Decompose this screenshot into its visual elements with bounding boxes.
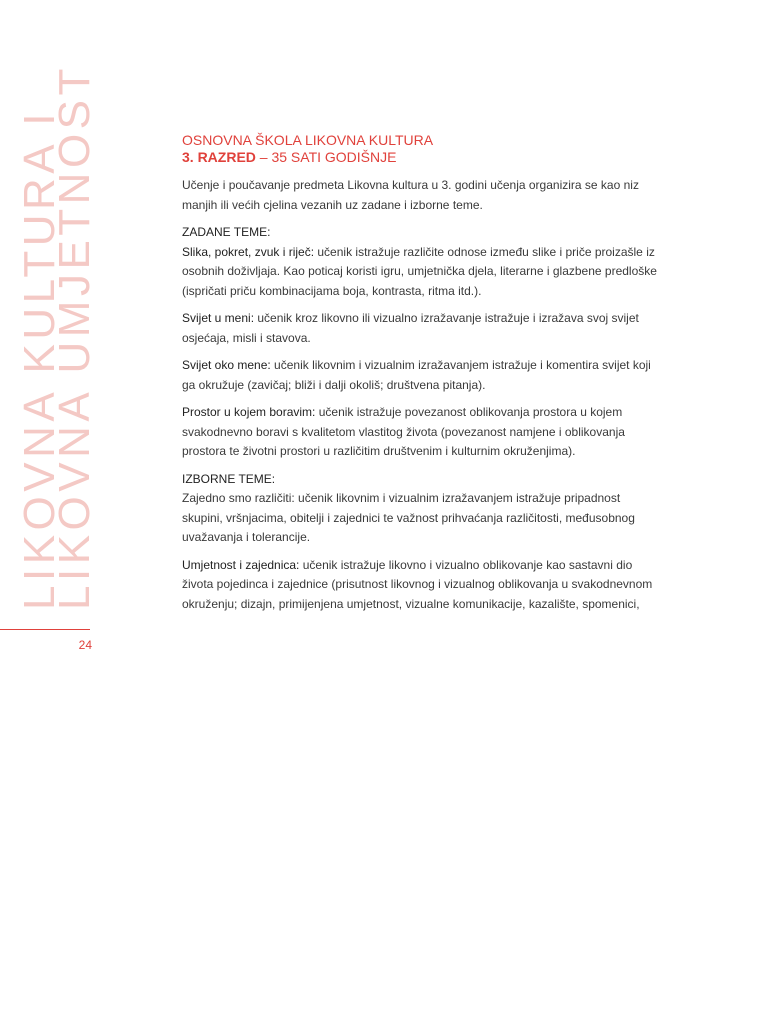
topic-lead: Zajedno smo različiti: [182,491,295,505]
topic-lead: Slika, pokret, zvuk i riječ: [182,244,315,259]
sidebar-title [15,64,102,610]
page-number: 24 [78,638,92,652]
topic-lead: Prostor u kojem boravim: [182,405,316,419]
elective-topics-label: IZBORNE TEME: [182,471,276,486]
section-title: OSNOVNA ŠKOLA LIKOVNA KULTURA [182,132,434,148]
sidebar-title-line-2: LIKOVNA UMJETNOST [50,64,99,610]
hours-label: – 35 SATI GODIŠNJE [255,149,397,165]
topic-paragraph [182,309,660,348]
sidebar-divider [0,629,90,630]
topic-paragraph [182,403,660,462]
topic-paragraph [182,356,660,395]
topic-lead: Svijet oko mene: [182,358,271,372]
topic-lead: Svijet u meni: [182,311,255,325]
section-subtitle [182,149,660,166]
topic-lead: Umjetnost i zajednica: [182,557,300,572]
topic-text: učenik likovnim i vizualnim izražavanjem istražuje pripadnost skupini, vršnjacima, obitelji i zajednici te važnost prihvaćanja različitosti, međusobnog uvažavanja i tolerancije. [182,491,635,544]
topic-text: učenik kroz likovno ili vizualno izražavanje istražuje i izražava svoj svijet osjećaja, misli i stavova. [182,311,639,345]
grade-label: 3. RAZRED [182,149,256,165]
required-topics-label: ZADANE TEME: [182,225,271,239]
topic-paragraph [182,489,660,548]
topic-paragraph [182,243,660,302]
topic-text: učenik istražuje likovno i vizualno oblikovanje kao sastavni dio života pojedinca i zajednice (prisutnost likovnog i vizualnog oblikovanja u svakodnevnom okruženju; dizajn, primijenjena umjetnost, vizualne komunikacije, kazalište, spomenici, [182,557,653,611]
topic-paragraph [182,556,660,615]
sidebar-title-line-1: LIKOVNA KULTURA I [15,108,64,610]
topic-text: učenik istražuje različite odnose između slike i priče proizašle iz osobnih doživljaja. Kao poticaj koristi igru, umjetnička djela, literarne i glazbene predloške (ispričati priču kombinacijama boja, kontrasta, ritma itd.). [182,244,657,298]
topic-text: učenik istražuje povezanost oblikovanja prostora u kojem svakodnevno boravi s kvalitetom vlastitog života (povezanost namjene i oblikovanja prostora te životni prostori u različitim društvenim i kulturnim okruženjima). [182,405,625,458]
intro-paragraph: Učenje i poučavanje predmeta Likovna kultura u 3. godini učenja organizira se kao niz manjih ili većih cjelina vezanih uz zadane i izborne teme. [182,178,639,212]
section-heading [182,132,660,166]
main-content [182,132,660,614]
topic-text: učenik likovnim i vizualnim izražavanjem istražuje i komentira svijet koji ga okružuje (zavičaj; bliži i dalji okoliš; društvena pitanja). [182,358,651,392]
